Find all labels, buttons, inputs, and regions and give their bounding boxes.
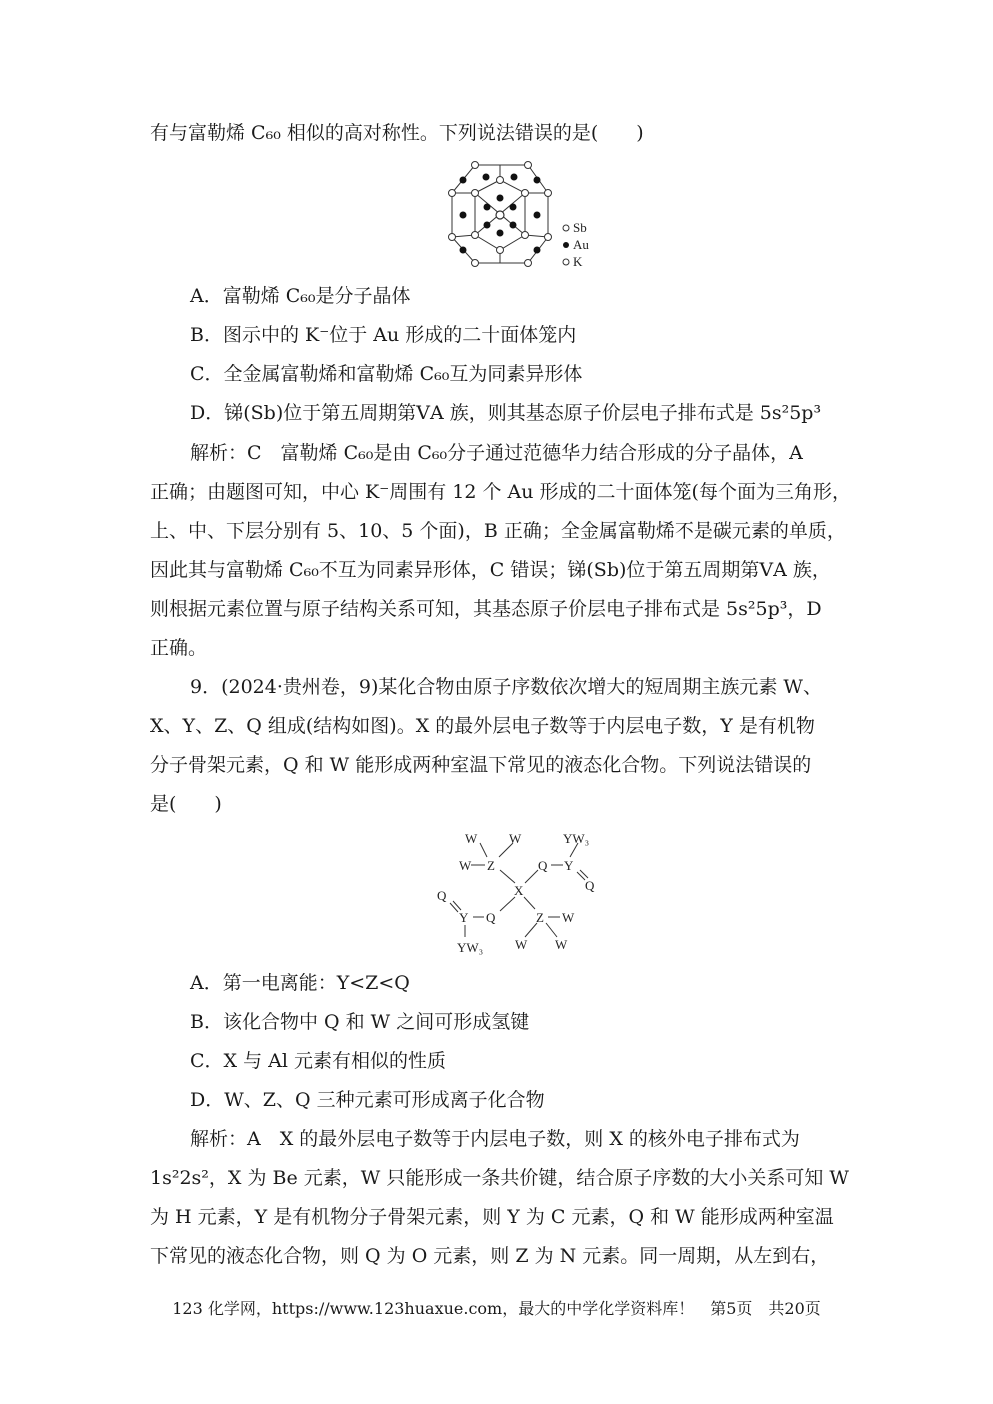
atom-y: Y <box>459 910 469 925</box>
structure-figure <box>425 825 615 960</box>
atom-q: Q <box>538 858 548 873</box>
atom-w: W <box>459 858 472 873</box>
q9-analysis-line: 解析：A X 的最外层电子数等于内层电子数，则 X 的核外电子排布式为 <box>190 1128 800 1150</box>
q9-option-d: D．W、Z、Q 三种元素可形成离子化合物 <box>190 1089 545 1111</box>
q8-analysis-line: 上、中、下层分别有 5、10、5 个面)，B 正确；全金属富勒烯不是碳元素的单质， <box>150 520 846 542</box>
q8-option-b: B．图示中的 K⁻位于 Au 形成的二十面体笼内 <box>190 324 577 346</box>
atom-w: W <box>555 937 568 952</box>
q8-analysis-line: 正确。 <box>150 637 208 659</box>
legend-k: K <box>573 254 583 269</box>
q9-stem-line: X、Y、Z、Q 组成(结构如图)。X 的最外层电子数等于内层电子数，Y 是有机物 <box>150 715 815 737</box>
q9-option-a: A．第一电离能：Y<Z<Q <box>190 972 410 994</box>
q9-option-b: B．该化合物中 Q 和 W 之间可形成氢键 <box>190 1011 530 1033</box>
atom-w: W <box>562 910 575 925</box>
q8-option-d: D．锑(Sb)位于第五周期第ⅤA 族，则其基态原子价层电子排布式是 5s²5p³ <box>190 402 822 424</box>
atom-q: Q <box>585 878 595 893</box>
cluster-figure <box>430 155 600 275</box>
page-footer: 123 化学网，https://www.123huaxue.com，最大的中学化学资料库！ 第5页 共20页 <box>172 1299 821 1318</box>
q8-analysis-line: 则根据元素位置与原子结构关系可知，其基态原子价层电子排布式是 5s²5p³，D <box>150 598 822 620</box>
q9-option-c: C．X 与 Al 元素有相似的性质 <box>190 1050 446 1072</box>
q8-analysis-line: 正确；由题图可知，中心 K⁻周围有 12 个 Au 形成的二十面体笼(每个面为三角形， <box>150 481 851 503</box>
atom-x: X <box>514 883 524 898</box>
atom-z: Z <box>536 910 544 925</box>
q8-option-c: C．全金属富勒烯和富勒烯 C₆₀互为同素异形体 <box>190 363 583 385</box>
atom-z: Z <box>487 858 495 873</box>
atom-w: W <box>509 831 522 846</box>
legend-au: Au <box>573 237 589 252</box>
q9-stem-line: 是( ) <box>150 793 222 815</box>
atom-yw3: YW₃ <box>563 831 590 846</box>
q8-option-a: A．富勒烯 C₆₀是分子晶体 <box>190 285 411 307</box>
q9-analysis-line: 下常见的液态化合物，则 Q 为 O 元素，则 Z 为 N 元素。同一周期，从左到右， <box>150 1245 830 1267</box>
atom-yw3: YW₃ <box>457 940 484 955</box>
atom-w: W <box>465 831 478 846</box>
legend-sb: Sb <box>573 220 587 235</box>
atom-y: Y <box>564 858 574 873</box>
q9-stem-line: 9．(2024·贵州卷，9)某化合物由原子序数依次增大的短周期主族元素 W、 <box>190 676 822 698</box>
q8-analysis-line: 解析：C 富勒烯 C₆₀是由 C₆₀分子通过范德华力结合形成的分子晶体，A <box>190 442 803 464</box>
atom-q: Q <box>486 910 496 925</box>
atom-w: W <box>515 937 528 952</box>
q9-analysis-line: 1s²2s²，X 为 Be 元素，W 只能形成一条共价键，结合原子序数的大小关系可知 W <box>150 1167 849 1189</box>
atom-q: Q <box>437 888 447 903</box>
q8-analysis-line: 因此其与富勒烯 C₆₀不互为同素异形体，C 错误；锑(Sb)位于第五周期第ⅤA 族， <box>150 559 831 581</box>
q9-analysis-line: 为 H 元素，Y 是有机物分子骨架元素，则 Y 为 C 元素，Q 和 W 能形成两种室温 <box>150 1206 834 1228</box>
q9-stem-line: 分子骨架元素，Q 和 W 能形成两种室温下常见的液态化合物。下列说法错误的 <box>150 754 812 776</box>
intro-line: 有与富勒烯 C₆₀ 相似的高对称性。下列说法错误的是( ) <box>150 122 644 144</box>
